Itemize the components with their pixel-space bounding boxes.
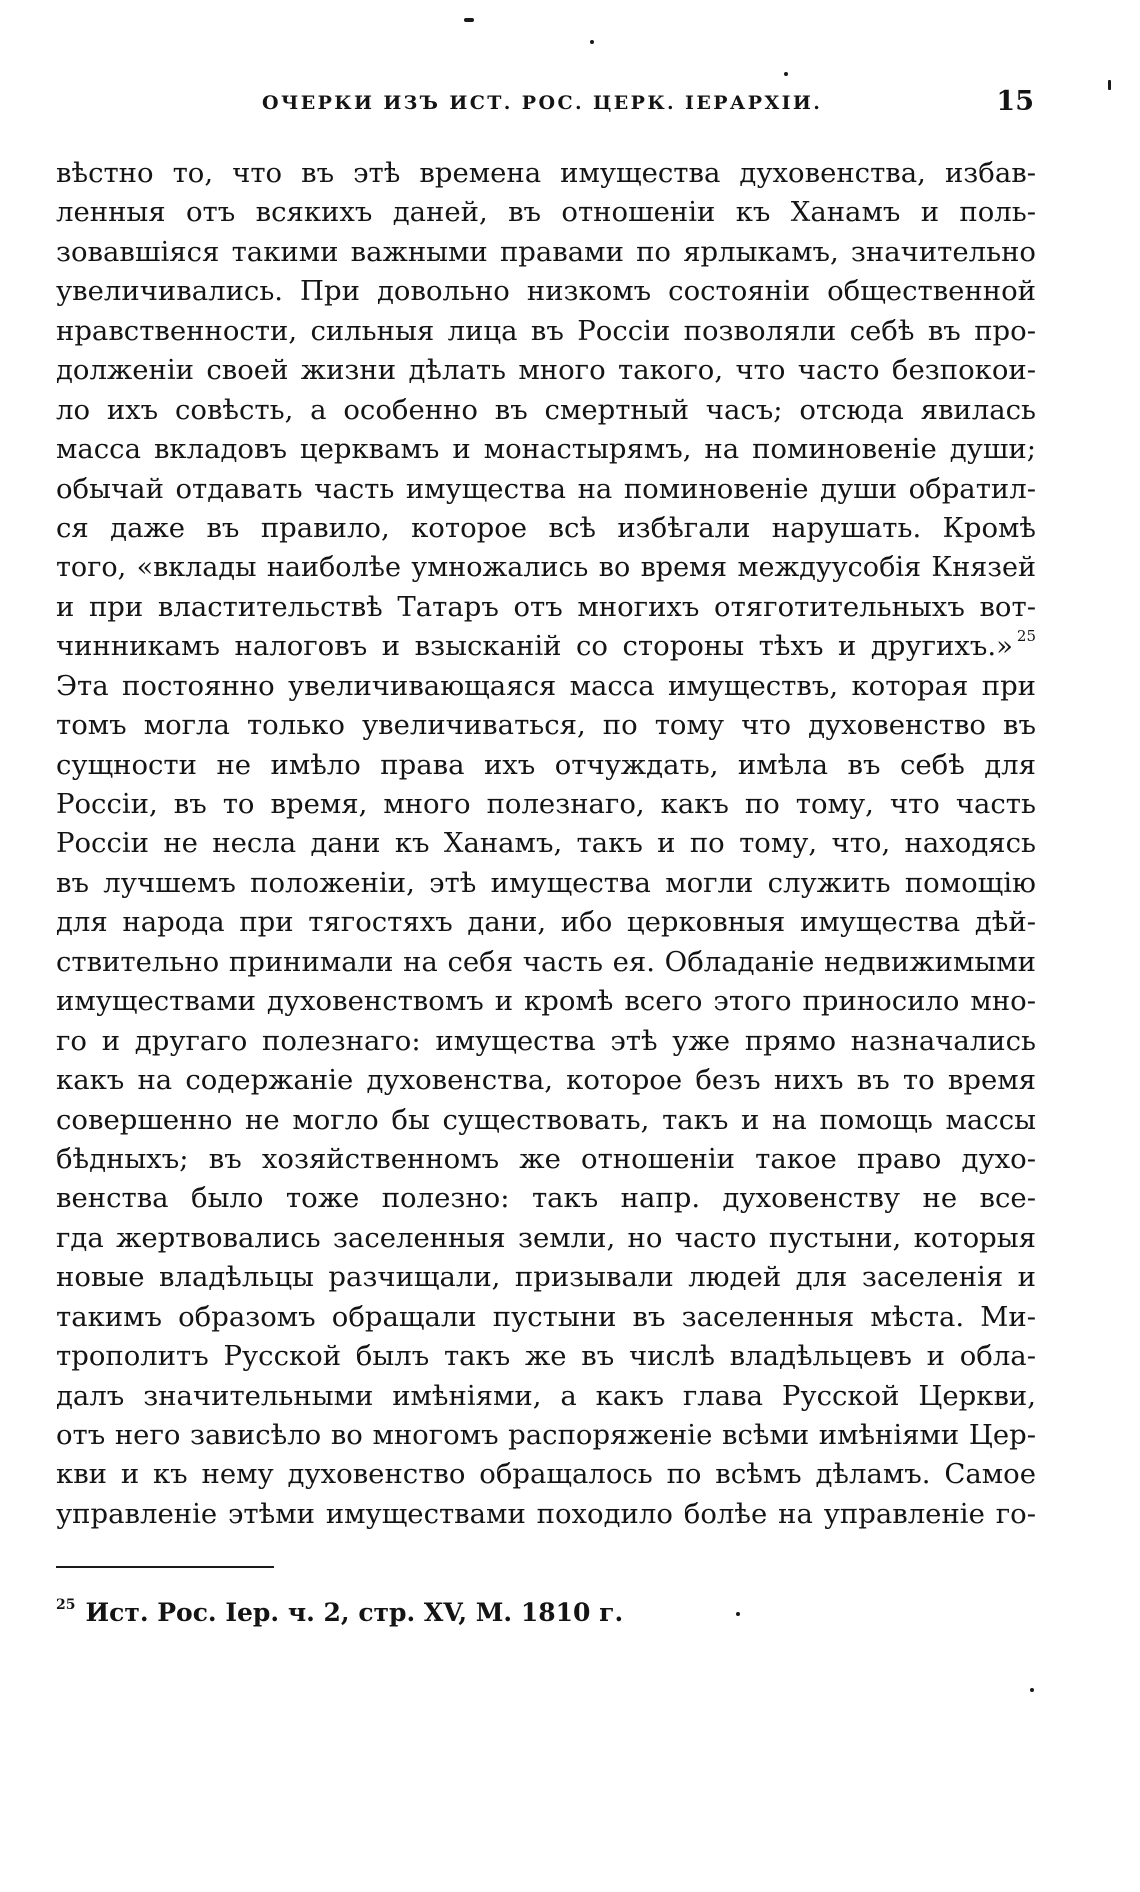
text-line: томъ могла только увеличиваться, по тому что духовенство въ [56,709,1036,742]
text-line: ся даже въ правило, которое всѣ избѣгали нарушать. Кромѣ [56,511,1036,544]
text-line: долженіи своей жизни дѣлать много такого, что часто безпокои- [56,354,1036,387]
ink-speck [736,1612,740,1616]
text-line: отъ него зависѣло во многомъ распоряженіе всѣми имѣніями Цер- [56,1419,1036,1451]
text-line: Россіи, въ то время, много полезнаго, какъ по тому, что часть [56,788,1036,820]
text-line: Эта постоянно увеличивающаяся масса имуществъ, которая при [56,669,1036,702]
ink-speck [784,72,788,76]
ink-speck [590,40,594,44]
page-number: 15 [996,86,1034,117]
text-line: и при властительствѣ Татаръ отъ многихъ отяготительныхъ вот- [56,590,1036,623]
text-line: вѣстно то, что въ этѣ времена имущества духовенства, избав- [56,157,1036,189]
text-line: Россіи не несла дани къ Ханамъ, такъ и по тому, что, находясь [56,827,1036,860]
text-line: венства было тоже полезно: такъ напр. духовенству не все- [56,1182,1036,1215]
text-line: трополитъ Русской былъ такъ же въ числѣ владѣльцевъ и обла- [56,1340,1036,1373]
footnote-text: Ист. Рос. Іер. ч. 2, стр. XV, М. 1810 г. [85,1598,624,1627]
ink-speck [464,18,474,22]
ink-speck [1108,80,1111,90]
footnote-marker: 25 [56,1597,76,1613]
text-line: въ лучшемъ положеніи, этѣ имущества могли служить помощію [56,866,1036,899]
text-line: гда жертвовались заселенныя земли, но часто пустыни, которыя [56,1221,1036,1254]
running-title: ОЧЕРКИ ИЗЪ ИСТ. РОС. ЦЕРК. ІЕРАРХІИ. [262,92,823,114]
text-line: того, «вклады наиболѣе умножались во время междуусобія Князей [56,552,1036,584]
text-line: кви и къ нему духовенство обращалось по всѣмъ дѣламъ. Самое [56,1458,1036,1491]
text-line: совершенно не могло бы существовать, такъ и на помощь массы [56,1103,1036,1136]
text-line: ло ихъ совѣсть, а особенно въ смертный часъ; отсюда явилась [56,393,1036,426]
text-line: обычай отдавать часть имущества на поминовеніе души обратил- [56,472,1036,505]
text-line: какъ на содержаніе духовенства, которое безъ нихъ въ то время [56,1064,1036,1097]
text-line: новые владѣльцы разчищали, призывали людей для заселенія и [56,1261,1036,1294]
text-line: нравственности, сильныя лица въ Россіи позволяли себѣ въ про- [56,314,1036,347]
page-header [262,86,1034,126]
text-line-content: чинникамъ налоговъ и взысканій со стороны тѣхъ и другихъ.» [56,630,1013,663]
text-line: сущности не имѣло права ихъ отчуждать, имѣла въ себѣ для [56,748,1036,781]
text-line: масса вкладовъ церквамъ и монастырямъ, на поминовеніе души; [56,433,1036,466]
text-line: имуществами духовенствомъ и кромѣ всего этого приносило мно- [56,985,1036,1018]
text-line: ствительно принимали на себя часть ея. Обладаніе недвижимыми [56,945,1036,978]
footnote-divider [56,1566,274,1568]
footnote [56,1598,623,1627]
text-line: го и другаго полезнаго: имущества этѣ уже прямо назначались [56,1024,1036,1057]
text-line: для народа при тягостяхъ дани, ибо церковныя имущества дѣй- [56,906,1036,939]
text-line: зовавшіяся такими важными правами по ярлыкамъ, значительно [56,235,1036,268]
text-line: такимъ образомъ обращали пустыни въ заселенныя мѣста. Ми- [56,1300,1036,1333]
text-line: бѣдныхъ; въ хозяйственномъ же отношеніи такое право духо- [56,1142,1036,1175]
text-line: управленіе этѣми имуществами походило болѣе на управленіе го- [56,1497,1036,1530]
ink-speck [1030,1688,1034,1692]
text-line: ленныя отъ всякихъ даней, въ отношеніи къ Ханамъ и поль- [56,196,1036,229]
text-line: увеличивались. При довольно низкомъ состояніи общественной [56,275,1036,308]
body-text [56,154,1036,1534]
footnote-reference: 25 [1016,627,1036,646]
text-line-with-footnote-ref [56,627,1036,666]
text-line: далъ значительными имѣніями, а какъ глава Русской Церкви, [56,1379,1036,1412]
